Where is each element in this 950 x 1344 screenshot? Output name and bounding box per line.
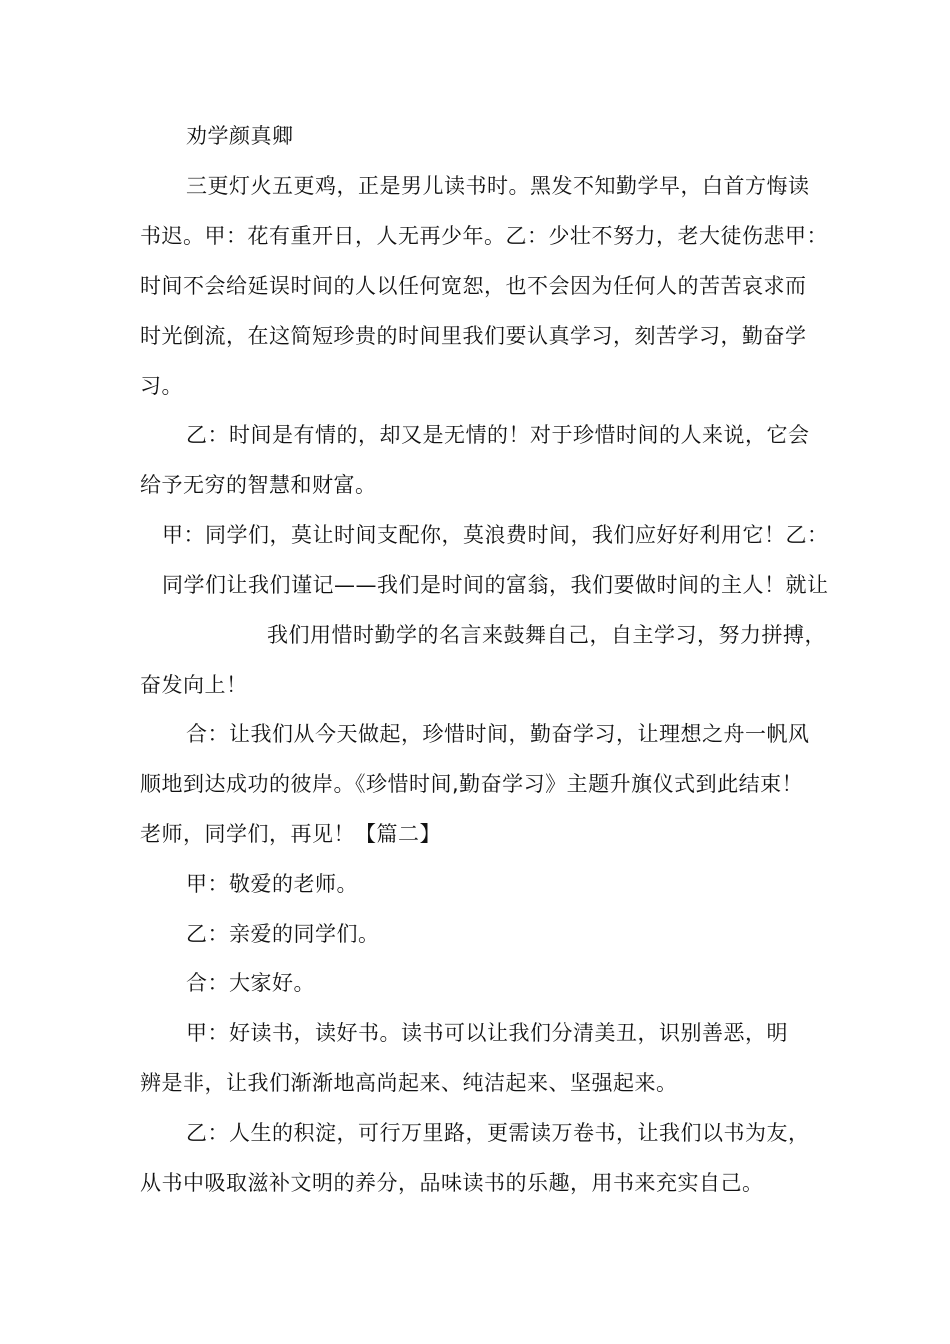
text-line: 乙：时间是有情的，却又是无情的！对于珍惜时间的人来说，它会 [186,423,810,447]
text-line: 习。 [140,374,183,398]
text-line: 书迟。甲：花有重开日，人无再少年。乙：少壮不努力，老大徒伤悲甲： [140,224,828,248]
text-line: 甲：敬爱的老师。 [186,872,358,896]
text-line: 甲：同学们，莫让时间支配你，莫浪费时间，我们应好好利用它！乙： [162,523,829,547]
text-line: 老师，同学们，再见！【篇二】 [140,822,441,846]
text-line: 奋发向上！ [140,673,248,697]
text-line: 顺地到达成功的彼岸。《珍惜时间,勤奋学习》主题升旗仪式到此结束！ [140,772,804,796]
text-line: 时光倒流，在这简短珍贵的时间里我们要认真学习，刻苦学习，勤奋学 [140,324,807,348]
text-line: 辨是非，让我们渐渐地高尚起来、纯洁起来、坚强起来。 [140,1071,678,1095]
text-line: 合：让我们从今天做起，珍惜时间，勤奋学习，让理想之舟一帆风 [186,722,810,746]
text-line: 乙：亲爱的同学们。 [186,922,380,946]
text-line: 我们用惜时勤学的名言来鼓舞自己，自主学习，努力拼搏， [267,623,826,647]
text-line: 从书中吸取滋补文明的养分，品味读书的乐趣，用书来充实自己。 [140,1171,764,1195]
text-line: 时间不会给延误时间的人以任何宽恕，也不会因为任何人的苦苦哀求而 [140,274,807,298]
text-line: 乙：人生的积淀，可行万里路，更需读万卷书，让我们以书为友， [186,1121,810,1145]
text-line: 合：大家好。 [186,971,315,995]
text-line: 甲：好读书，读好书。读书可以让我们分清美丑，识别善恶，明 [186,1021,788,1045]
document-title: 劝学颜真卿 [186,124,294,148]
text-line: 三更灯火五更鸡，正是男儿读书时。黑发不知勤学早，白首方悔读 [186,174,810,198]
text-line: 同学们让我们谨记——我们是时间的富翁，我们要做时间的主人！就让 [162,573,829,597]
text-line: 给予无穷的智慧和财富。 [140,473,377,497]
